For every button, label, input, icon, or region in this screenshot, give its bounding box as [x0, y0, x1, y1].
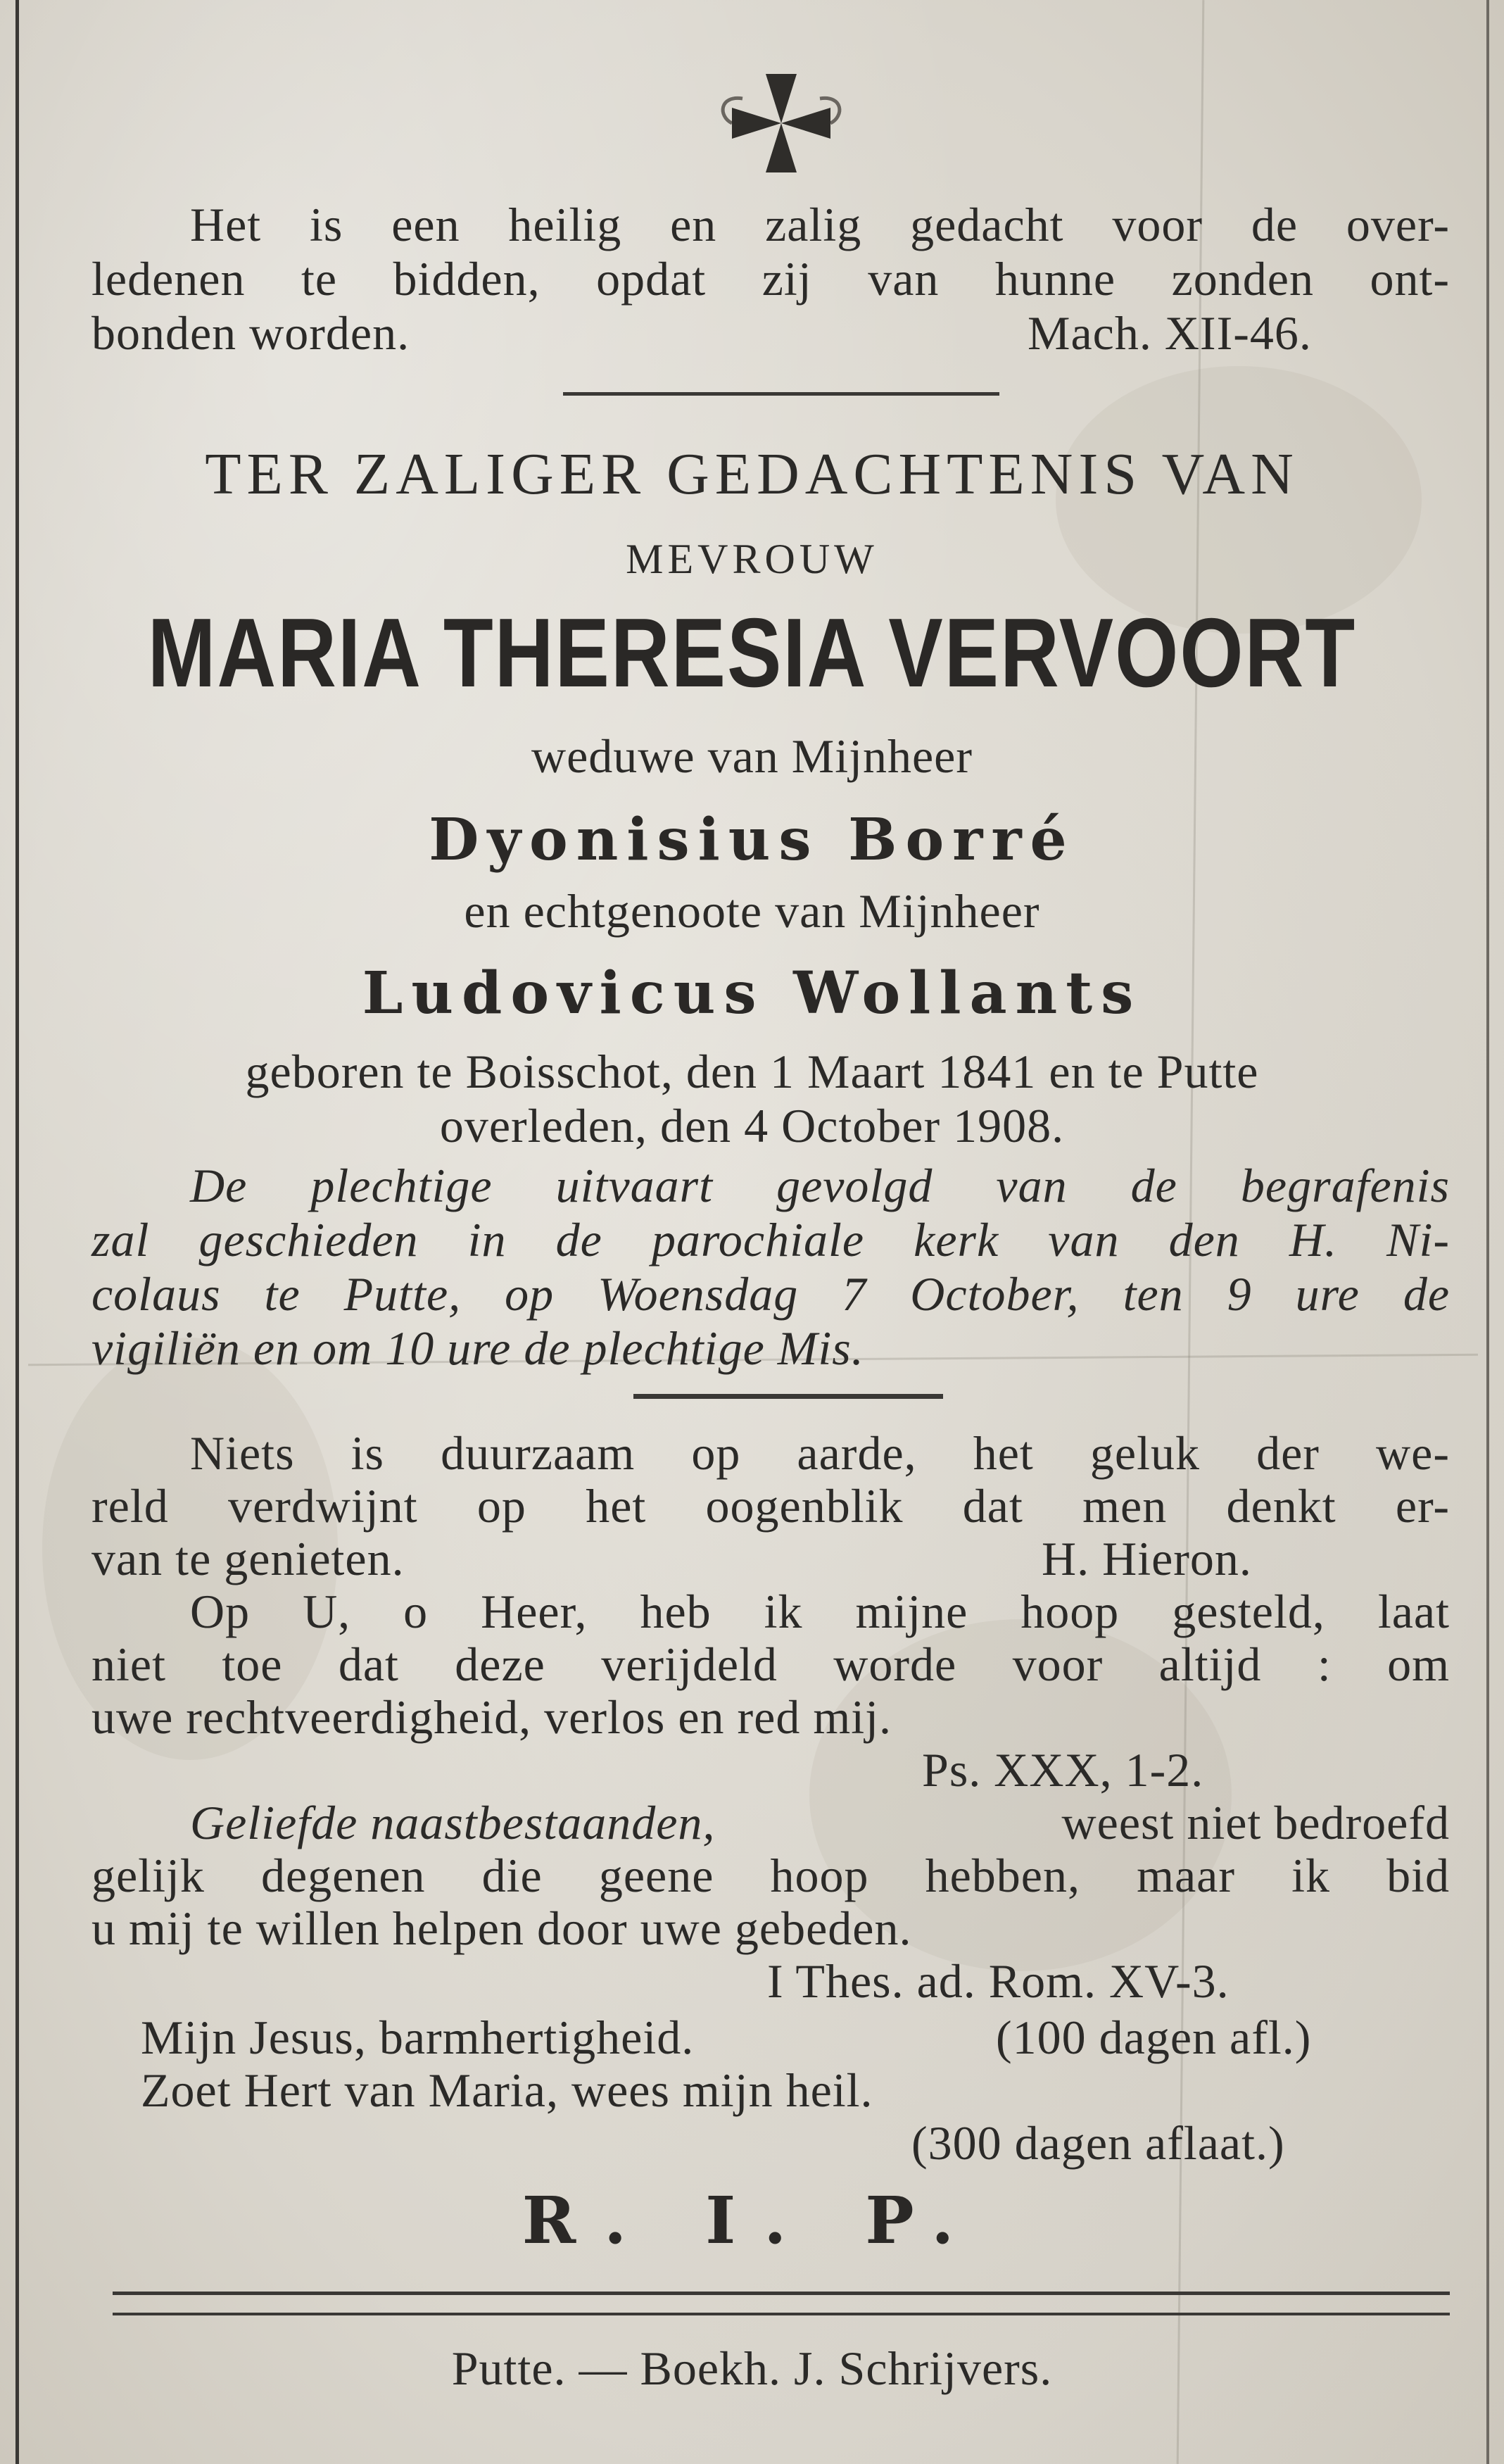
- prayer-indulgence: (300 dagen aflaat.): [911, 2116, 1285, 2170]
- epigraph-source: Mach. XII-46.: [1028, 306, 1312, 360]
- right-border: [1486, 0, 1489, 2464]
- bottom-rule: [113, 2292, 1450, 2295]
- prayer-indulgence: (100 dagen afl.): [996, 2011, 1312, 2064]
- second-husband-name: Ludovicus Wollants: [362, 960, 1142, 1027]
- quote-source: I Thes. ad. Rom. XV-3.: [767, 1954, 1230, 2008]
- birth-line: geboren te Boisschot, den 1 Maart 1841 en te Putte: [245, 1045, 1259, 1098]
- quote-line: [190, 1795, 1450, 1851]
- epigraph-line: bonden worden.: [91, 306, 410, 360]
- quote-line: van te genieten.: [91, 1532, 405, 1585]
- printer-imprint: Putte. — Boekh. J. Schrijvers.: [451, 2342, 1053, 2395]
- quote-italic-phrase: Geliefde naastbestaanden,: [190, 1796, 716, 1849]
- funeral-line: colaus te Putte, op Woensdag 7 October, ten 9 ure de: [91, 1267, 1450, 1321]
- quote-line: gelijk degenen die geene hoop hebben, maar ik bid: [91, 1849, 1450, 1902]
- epigraph-line: ledenen te bidden, opdat zij van hunne zonden ont-: [91, 252, 1450, 306]
- funeral-line: zal geschieden in de parochiale kerk van den H. Ni-: [91, 1213, 1450, 1266]
- quote-line: Niets is duurzaam op aarde, het geluk der we-: [190, 1426, 1450, 1480]
- quote-source: H. Hieron.: [1042, 1532, 1252, 1585]
- left-border: [15, 0, 19, 2464]
- quote-text: weest niet bedroefd: [1061, 1796, 1450, 1849]
- spouse-line: en echtgenoote van Mijnheer: [464, 884, 1040, 938]
- funeral-line: vigiliën en om 10 ure de plechtige Mis.: [91, 1321, 864, 1375]
- prayer-text: Mijn Jesus, barmhertigheid.: [141, 2011, 695, 2064]
- deceased-name: MARIA THERESIA VERVOORT: [147, 598, 1357, 708]
- memory-heading: TER ZALIGER GEDACHTENIS VAN: [205, 441, 1299, 507]
- quote-source: Ps. XXX, 1-2.: [922, 1743, 1204, 1797]
- prayer-text: Zoet Hert van Maria, wees mijn heil.: [141, 2063, 873, 2117]
- quote-line: uwe rechtveerdigheid, verlos en red mij.: [91, 1690, 892, 1744]
- title-mevrouw: MEVROUW: [626, 536, 878, 582]
- widow-line: weduwe van Mijnheer: [531, 729, 973, 783]
- divider-rule: [563, 392, 999, 396]
- funeral-line: De plechtige uitvaart gevolgd van de begrafenis: [190, 1159, 1450, 1212]
- quote-line: reld verdwijnt op het oogenblik dat men denkt er-: [91, 1479, 1450, 1533]
- divider-rule: [633, 1394, 943, 1399]
- rip-text: R. I. P.: [522, 2182, 982, 2258]
- quote-line: u mij te willen helpen door uwe gebeden.: [91, 1902, 912, 1955]
- first-husband-name: Dyonisius Borré: [429, 806, 1075, 874]
- death-line: overleden, den 4 October 1908.: [439, 1099, 1065, 1152]
- quote-line: niet toe dat deze verijdeld worde voor altijd : om: [91, 1638, 1450, 1691]
- bottom-rule: [113, 2313, 1450, 2315]
- quote-line: Op U, o Heer, heb ik mijne hoop gesteld, laat: [190, 1585, 1450, 1638]
- maltese-cross-icon: [704, 60, 859, 187]
- epigraph-line: Het is een heilig en zalig gedacht voor de over-: [190, 198, 1450, 251]
